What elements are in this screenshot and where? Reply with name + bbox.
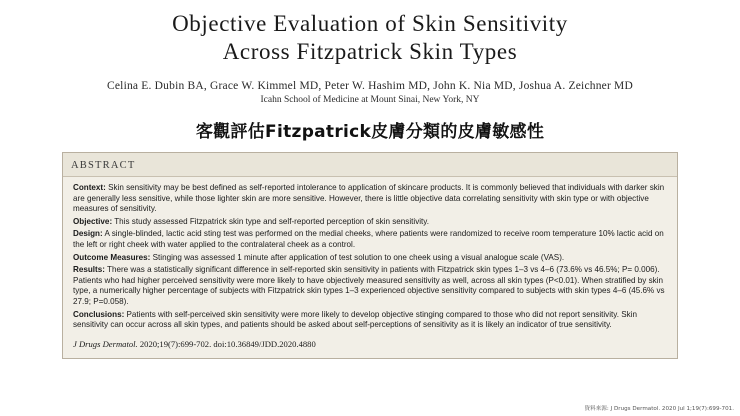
chinese-translation-overlay: 客觀評估Fitzpatrick皮膚分類的皮膚敏感性 — [195, 122, 545, 142]
abstract-header — [63, 153, 677, 177]
abstract-section-lead: Design: — [73, 229, 103, 239]
abstract-section-text: This study assessed Fitzpatrick skin type and self-reported perception of skin sensitivity. — [112, 216, 429, 226]
abstract-section-lead: Context: — [73, 183, 106, 192]
abstract-section-lead: Outcome Measures: — [73, 252, 151, 262]
abstract-section-lead: Objective: — [73, 216, 113, 226]
page-title-line-2: Across Fitzpatrick Skin Types — [222, 39, 518, 64]
abstract-label: ABSTRACT — [71, 160, 136, 171]
abstract-section-lead: Results: — [73, 265, 105, 275]
abstract-section-text: There was a statistically significant difference in self-reported skin sensitivity in patients with Fitzpatrick skin types 1–3 vs 4–6 (73.6% vs 46.5%; P= 0.006). Patients who had higher perceived sensitivity were more likely to have objectively measured sensitivity as well, across all skin types (P<0.01). When stratified by skin type, a numerically higher percentage of subjects with Fitzpatrick skin types 1–3 experienced objective sensitivity compared to subjects with skin types 4–6 (45.6% vs 27.9; P=0.058). — [73, 265, 665, 306]
abstract-section-text: A single-blinded, lactic acid sting test was performed on the medial cheeks, where patients were randomized to receive room temperature 10% lactic acid on the left or right cheek with water applied to the contralateral cheek as a control. — [73, 229, 664, 249]
journal-citation — [73, 339, 667, 350]
abstract-section — [73, 183, 667, 215]
abstract-section-text: Skin sensitivity may be best defined as self-reported intolerance to application of skincare products. It is commonly believed that individuals with darker skin are generally less sensitive, while those lighter skin are more sensitive. However, there is little objective data correlating sensitivity with skin type or with objective measures of sensitivity. — [73, 183, 665, 214]
affiliation: Icahn School of Medicine at Mount Sinai, New York, NY — [260, 95, 480, 105]
source-note: 資料來源: J Drugs Dermatol. 2020 Jul 1;19(7):699-701. — [584, 406, 734, 412]
abstract-body — [63, 177, 677, 358]
abstract-section-text: Patients with self-perceived skin sensitivity were more likely to develop objective stinging compared to those who did not report sensitivity. Skin sensitivity can occur across all skin types, and patients should be asked about self-perceptions of sensitivity as it is likely an indicator of true sensitivity. — [73, 309, 637, 330]
citation-details: 2020;19(7):699-702. doi:10.36849/JDD.2020.4880 — [137, 338, 316, 349]
abstract-section — [73, 229, 667, 250]
abstract-section — [73, 310, 667, 331]
author-list: Celina E. Dubin BA, Grace W. Kimmel MD, Peter W. Hashim MD, John K. Nia MD, Joshua A. Zeichner MD — [107, 80, 633, 92]
paper-title-block — [0, 0, 740, 66]
abstract-section-text: Stinging was assessed 1 minute after application of test solution to one cheek using a visual analogue scale (VAS). — [150, 252, 565, 262]
abstract-section-lead: Conclusions: — [73, 309, 125, 319]
citation-journal: J Drugs Dermatol. — [73, 338, 138, 349]
abstract-panel — [62, 152, 678, 359]
abstract-section — [73, 265, 667, 307]
page-title-line-1: Objective Evaluation of Skin Sensitivity — [172, 11, 568, 36]
abstract-section — [73, 253, 667, 264]
abstract-section — [73, 217, 667, 228]
